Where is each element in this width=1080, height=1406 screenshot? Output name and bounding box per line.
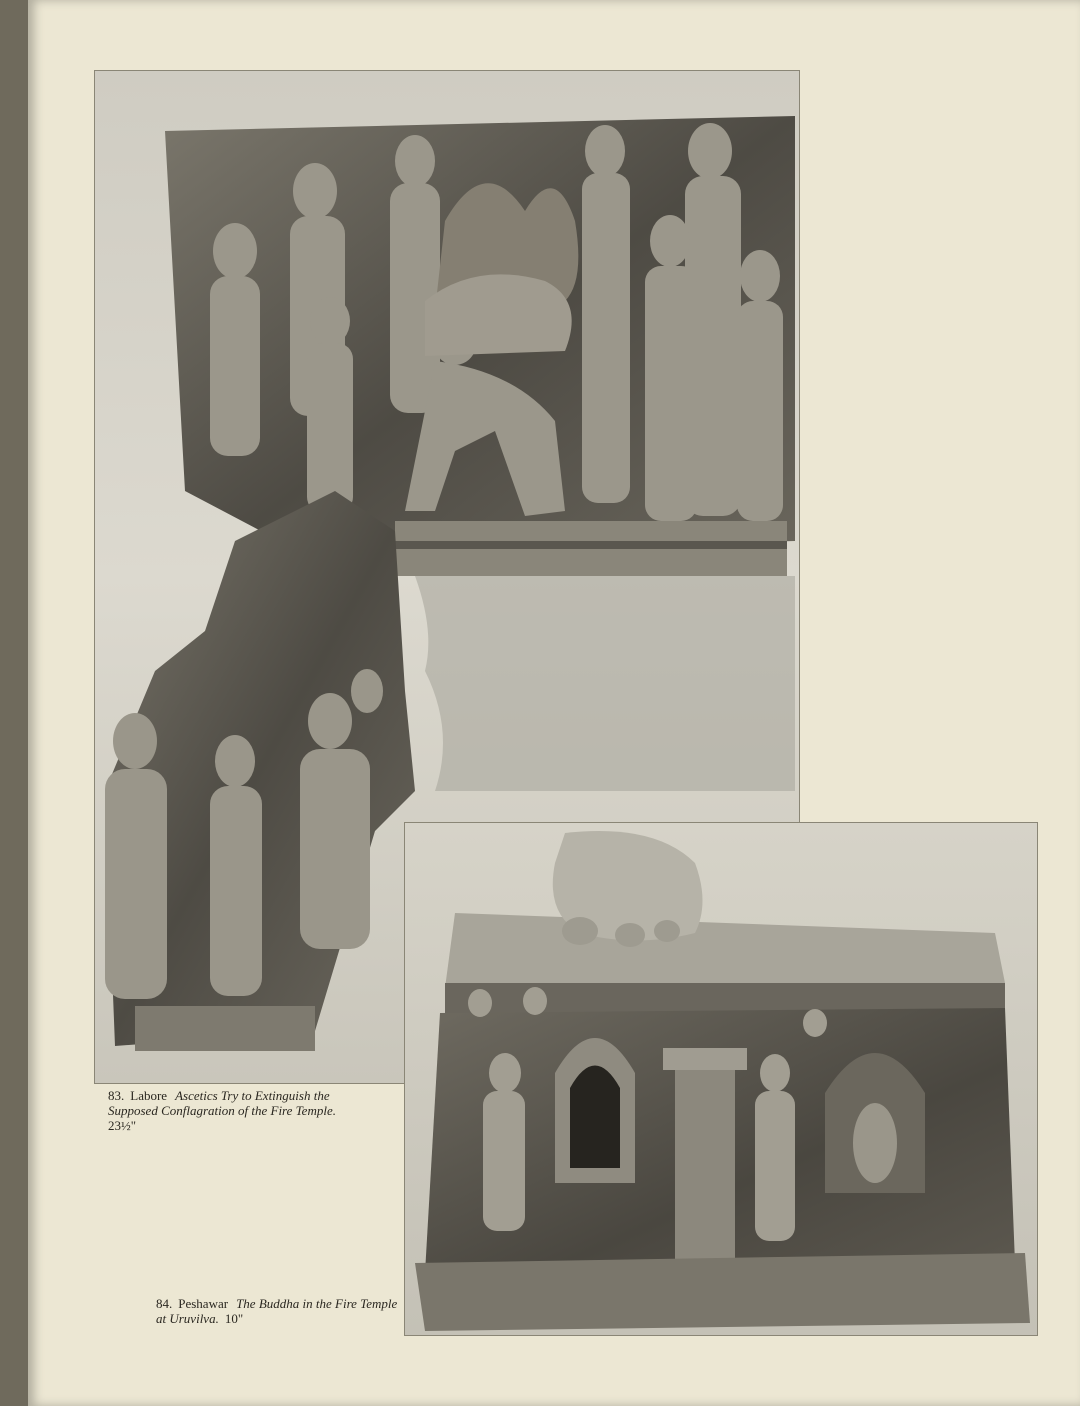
plate-83-caption	[108, 1088, 378, 1133]
plate-84-photo	[404, 822, 1038, 1336]
fire-temple-relief-image	[405, 823, 1037, 1335]
book-page	[28, 0, 1080, 1406]
plate-84-location: Peshawar	[178, 1296, 229, 1311]
plate-84-caption	[156, 1296, 406, 1326]
plate-83-title: Ascetics Try to Extinguish the Supposed Conflagration of the Fire Temple.	[108, 1088, 336, 1118]
plate-83-location: Labore	[130, 1088, 168, 1103]
plate-84-size: 10"	[224, 1311, 244, 1326]
plate-83-number: 83.	[108, 1088, 125, 1103]
plate-84-number: 84.	[156, 1296, 173, 1311]
plate-84-title: The Buddha in the Fire Temple at Uruvilva.	[156, 1296, 398, 1326]
plate-83-size: 23½"	[108, 1118, 137, 1133]
